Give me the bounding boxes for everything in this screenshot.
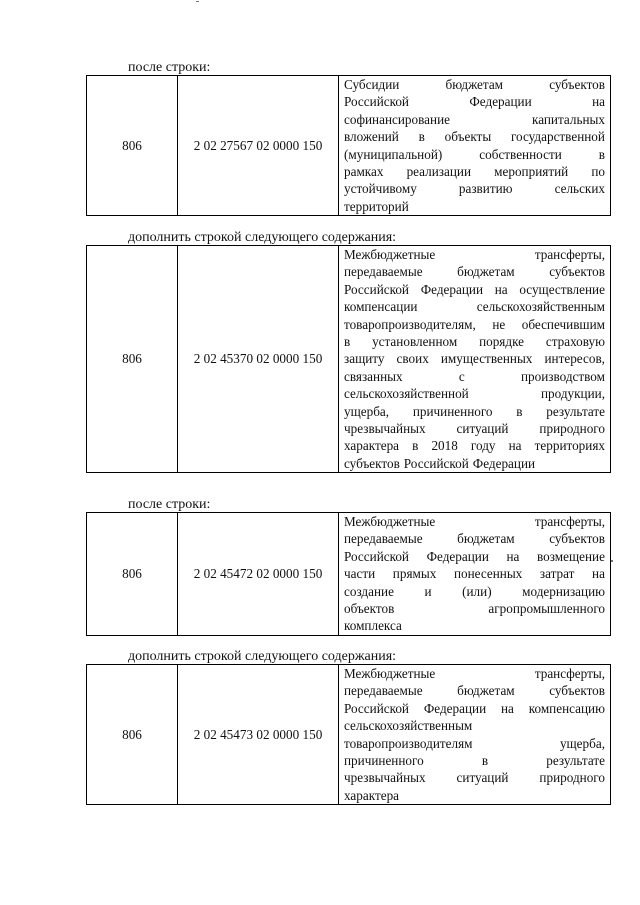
description-word: передаваемые — [344, 264, 423, 280]
description-word: рамках — [344, 163, 384, 179]
admin-code-cell: 806 — [87, 246, 178, 473]
description-word: возмещение — [537, 548, 605, 564]
description-word: ситуаций — [456, 770, 509, 786]
description-word: создание — [344, 583, 394, 599]
description-cell — [339, 76, 611, 216]
description-line — [344, 350, 605, 367]
description-line — [344, 403, 605, 420]
description-word: передаваемые — [344, 683, 423, 699]
description-word: Субсидии — [344, 77, 400, 92]
description-word: имущественных — [440, 351, 533, 367]
budget-table-row — [86, 245, 611, 473]
description-line — [344, 263, 605, 280]
description-word: причиненного — [412, 403, 493, 419]
description-word: результате — [546, 403, 605, 419]
description-line — [344, 437, 605, 454]
description-word: Российской — [403, 455, 469, 471]
description-line — [344, 513, 605, 530]
description-word: вложений — [344, 129, 399, 145]
budget-table-row — [86, 75, 611, 216]
description-word: своих — [396, 351, 429, 367]
description-word: характера — [344, 438, 400, 454]
description-word: Российской — [344, 700, 409, 716]
description-word: товаропроизводителям, — [344, 316, 476, 332]
description-word: на — [494, 281, 508, 297]
budget-table-row — [86, 512, 611, 636]
description-word: Межбюджетные — [344, 514, 436, 529]
description-word: трансферты, — [534, 666, 605, 681]
budget-table-row — [86, 664, 611, 805]
description-line — [344, 316, 605, 333]
description-word: причиненного — [344, 752, 424, 768]
description-line — [344, 180, 605, 197]
description-word: характера — [344, 787, 400, 803]
admin-code-cell: 806 — [87, 665, 178, 805]
description-word: природного — [539, 420, 605, 436]
description-word: реализации — [406, 163, 472, 179]
description-line — [344, 665, 605, 682]
description-word: сельскохозяйственным — [344, 718, 473, 734]
description-word: чрезвычайных — [344, 420, 426, 436]
description-word: субъектов — [549, 531, 605, 547]
description-line — [344, 752, 605, 769]
description-line — [344, 111, 605, 128]
description-word: сельских — [554, 181, 605, 197]
description-word: сельскохозяйственной — [344, 386, 469, 402]
intro-text: дополнить строкой следующего содержания: — [128, 230, 397, 245]
description-word: собственности — [479, 146, 562, 162]
description-word: Федерации — [423, 700, 487, 716]
description-line — [344, 682, 605, 699]
description-word: компенсацию — [528, 700, 605, 716]
description-line — [344, 281, 605, 298]
description-line — [344, 769, 605, 786]
description-word: бюджетам — [445, 77, 504, 92]
description-word: ущерба, — [344, 403, 390, 419]
description-line — [344, 198, 605, 215]
description-word: природного — [539, 770, 605, 786]
description-word: бюджетам — [457, 264, 515, 280]
scan-mark — [611, 560, 613, 562]
description-word: с — [458, 368, 465, 384]
description-cell — [339, 513, 611, 636]
description-word: Российской — [344, 548, 409, 564]
description-word: комплекса — [344, 618, 402, 634]
intro-text: дополнить строкой следующего содержания: — [128, 649, 397, 664]
description-line — [344, 128, 605, 145]
description-word: территориях — [534, 438, 605, 454]
description-word: трансферты, — [534, 247, 605, 262]
description-word: понесенных — [453, 566, 523, 582]
description-word: году — [470, 438, 496, 454]
description-word: бюджетам — [457, 683, 515, 699]
description-line — [344, 717, 605, 734]
intro-text: после строки: — [128, 497, 211, 512]
description-word: осуществление — [519, 281, 605, 297]
description-word: мероприятий — [494, 163, 569, 179]
description-line — [344, 385, 605, 402]
description-cell — [339, 246, 611, 473]
description-word: развитию — [458, 181, 513, 197]
description-line — [344, 530, 605, 547]
description-line — [344, 455, 605, 472]
description-word: 2018 — [431, 438, 458, 454]
description-word: субъектов — [344, 455, 400, 471]
description-word: и — [424, 583, 432, 599]
description-line — [344, 333, 605, 350]
budget-classification-code-cell: 2 02 27567 02 0000 150 — [178, 76, 339, 216]
description-word: в — [344, 333, 351, 349]
description-line — [344, 700, 605, 717]
description-line — [344, 146, 605, 163]
description-word: установленном — [372, 333, 458, 349]
description-word: по — [591, 163, 605, 179]
description-word: не — [492, 316, 506, 332]
description-line — [344, 787, 605, 804]
description-word: сельскохозяйственным — [476, 299, 605, 315]
description-word: страховую — [545, 333, 605, 349]
description-word: агропромышленного — [488, 600, 605, 616]
description-word: модернизацию — [522, 583, 605, 599]
description-word: трансферты, — [534, 514, 605, 529]
description-word: интересов, — [544, 351, 605, 367]
description-word: Федерации — [469, 94, 532, 110]
description-word: в — [418, 129, 425, 145]
description-word: на — [506, 548, 520, 564]
description-word: устойчивому — [344, 181, 417, 197]
description-line — [344, 298, 605, 315]
description-word: Межбюджетные — [344, 247, 436, 262]
description-word: на — [500, 700, 514, 716]
description-word: в — [598, 146, 605, 162]
description-line — [344, 368, 605, 385]
description-word: бюджетам — [457, 531, 515, 547]
description-line — [344, 735, 605, 752]
description-line — [344, 565, 605, 582]
description-word: объекты — [444, 129, 492, 145]
description-line — [344, 583, 605, 600]
description-word: субъектов — [549, 264, 605, 280]
description-word: территорий — [344, 198, 409, 214]
description-word: государственной — [510, 129, 605, 145]
description-line — [344, 420, 605, 437]
description-line — [344, 246, 605, 263]
description-word: Российской — [344, 94, 409, 110]
description-word: прямых — [392, 566, 437, 582]
description-word: Федерации — [420, 281, 483, 297]
description-word: компенсации — [344, 299, 418, 315]
description-word: товаропроизводителям — [344, 735, 473, 751]
description-word: Российской — [344, 281, 409, 297]
description-word: защиту — [344, 351, 385, 367]
budget-classification-code-cell: 2 02 45370 02 0000 150 — [178, 246, 339, 473]
description-word: части — [344, 566, 376, 582]
description-word: в — [481, 752, 489, 768]
description-word: связанных — [344, 368, 403, 384]
scan-mark — [196, 1, 199, 2]
description-word: субъектов — [549, 683, 605, 699]
description-word: Федерации — [426, 548, 489, 564]
description-word: (или) — [462, 583, 492, 599]
admin-code-cell: 806 — [87, 513, 178, 636]
description-line — [344, 76, 605, 93]
description-word: продукции, — [540, 386, 605, 402]
description-word: субъектов — [549, 77, 605, 92]
admin-code-cell: 806 — [87, 76, 178, 216]
description-word: чрезвычайных — [344, 770, 426, 786]
description-word: ущерба, — [559, 735, 605, 751]
description-word: софинансирование — [344, 111, 450, 127]
description-word: обеспечившим — [521, 316, 605, 332]
description-line — [344, 548, 605, 565]
description-word: ситуаций — [456, 420, 509, 436]
description-word: Межбюджетные — [344, 666, 436, 681]
description-word: результате — [546, 752, 605, 768]
description-word: затрат — [539, 566, 575, 582]
description-word: на — [592, 94, 605, 110]
description-word: капитальных — [531, 111, 605, 127]
description-word: производством — [520, 368, 605, 384]
description-word: (муниципальной) — [344, 146, 443, 162]
description-word: на — [508, 438, 522, 454]
description-line — [344, 163, 605, 180]
budget-classification-code-cell: 2 02 45472 02 0000 150 — [178, 513, 339, 636]
description-word: объектов — [344, 600, 395, 616]
description-word: Федерации — [472, 455, 536, 471]
intro-text: после строки: — [128, 60, 211, 75]
description-word: порядке — [479, 333, 525, 349]
description-line — [344, 93, 605, 110]
description-line — [344, 600, 605, 617]
description-line — [344, 617, 605, 634]
description-cell — [339, 665, 611, 805]
description-word: в — [412, 438, 419, 454]
budget-classification-code-cell: 2 02 45473 02 0000 150 — [178, 665, 339, 805]
description-word: на — [592, 566, 605, 582]
description-word: передаваемые — [344, 531, 423, 547]
description-word: в — [516, 403, 523, 419]
